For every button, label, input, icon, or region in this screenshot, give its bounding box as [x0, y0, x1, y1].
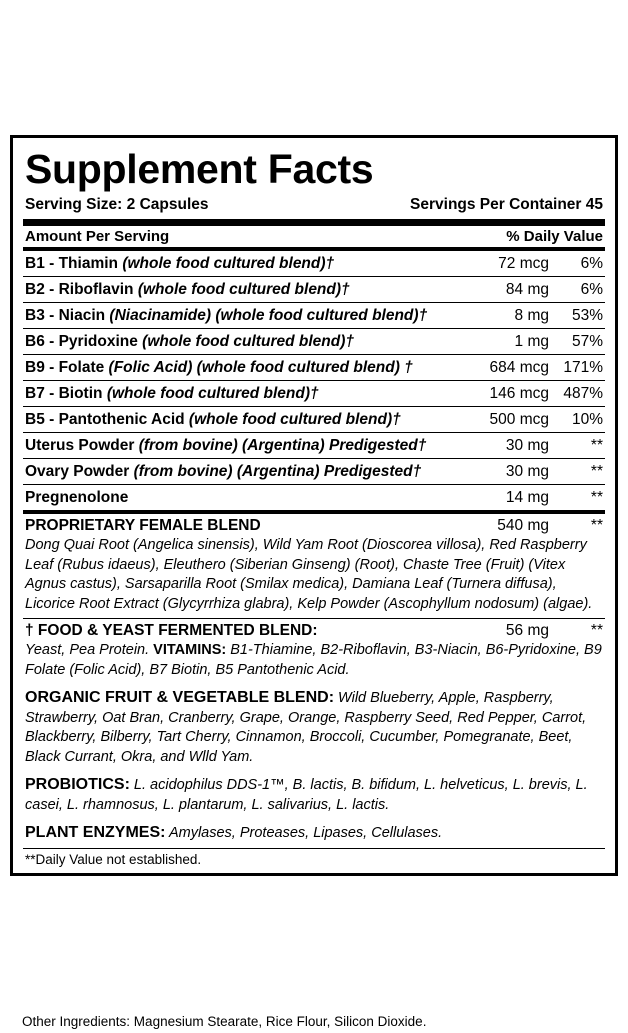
nutrient-name: Uterus Powder (from bovine) (Argentina) Predigested† — [25, 437, 427, 454]
fermented-blend-body: Yeast, Pea Protein. VITAMINS: B1-Thiamine, B2-Riboflavin, B3-Niacin, B6-Pyridoxine, B9 Folate (Folic Acid), B7 Biotin, B5 Pantothenic Acid. — [25, 642, 602, 678]
nutrient-name: B3 - Niacin (Niacinamide) (whole food cultured blend)† — [25, 307, 428, 324]
table-row — [23, 433, 605, 458]
nutrient-amount: 1 mg — [514, 333, 549, 350]
nutrient-amount: 146 mcg — [489, 385, 549, 402]
nutrient-dv: 57% — [571, 333, 603, 350]
fermented-blend-title: † FOOD & YEAST FERMENTED BLEND: — [25, 622, 318, 639]
nutrient-name: B1 - Thiamin (whole food cultured blend)† — [25, 255, 335, 272]
vitamins-label: VITAMINS: — [153, 642, 227, 658]
table-row — [23, 355, 605, 380]
nutrient-name: B7 - Biotin (whole food cultured blend)† — [25, 385, 319, 402]
nutrient-amount: 84 mg — [505, 281, 549, 298]
nutrient-dv: 10% — [571, 411, 603, 428]
nutrient-amount: 8 mg — [514, 307, 549, 324]
nutrient-amount: 30 mg — [505, 463, 549, 480]
nutrient-amount: 30 mg — [505, 437, 549, 454]
section-label: PROBIOTICS: — [25, 776, 130, 793]
nutrient-dv: 6% — [580, 281, 603, 298]
plant-enzymes-section — [23, 819, 605, 848]
proprietary-blend-body: Dong Quai Root (Angelica sinensis), Wild Yam Root (Dioscorea villosa), Red Raspberry Leaf (Rubus idaeus), Eleuthero (Siberian Ginseng) (Root), Chaste Tree (Fruit) (Vitex Agnus castus), Sarsaparilla Root (Smilax medica), Damiana Leaf (Turnera diffusa), Licorice Root Extract (Glycyrrhiza glabra), Kelp Powder (Ascophyllum nodosum) (algae). — [25, 537, 593, 612]
nutrient-dv: ** — [590, 489, 603, 506]
amount-per-serving-label: Amount Per Serving — [25, 228, 170, 245]
other-ingredients: Other Ingredients: Magnesium Stearate, Rice Flour, Silicon Dioxide. — [22, 1014, 427, 1029]
fermented-blend-dv: ** — [590, 622, 603, 639]
column-headers — [23, 226, 605, 247]
nutrient-name: Ovary Powder (from bovine) (Argentina) Predigested† — [25, 463, 422, 480]
section-text: Amylases, Proteases, Lipases, Cellulases. — [165, 825, 443, 841]
organic-fruit-vegetable-blend — [23, 684, 605, 771]
nutrient-dv: 53% — [571, 307, 603, 324]
proprietary-blend-dv: ** — [590, 517, 603, 534]
nutrient-name: B5 - Pantothenic Acid (whole food cultured blend)† — [25, 411, 401, 428]
fermented-blend-header — [23, 619, 605, 641]
nutrient-dv: ** — [590, 463, 603, 480]
section-text: L. acidophilus DDS-1™, B. lactis, B. bifidum, L. helveticus, L. brevis, L. casei, L. rhamnosus, L. plantarum, L. salivarius, L. lactis. — [25, 777, 588, 813]
daily-value-label: % Daily Value — [506, 228, 603, 245]
table-row — [23, 303, 605, 328]
table-row — [23, 329, 605, 354]
nutrient-name: B6 - Pyridoxine (whole food cultured blend)† — [25, 333, 354, 350]
proprietary-blend-title: PROPRIETARY FEMALE BLEND — [25, 517, 261, 534]
nutrient-amount: 72 mcg — [498, 255, 549, 272]
section-text: Wild Blueberry, Apple, Raspberry, Strawberry, Oat Bran, Cranberry, Grape, Orange, Raspberry Seed, Red Pepper, Carrot, Blackberry, Bilberry, Tart Cherry, Cinnamon, Broccoli, Cucumber, Pomegranate, Beet, Black Currant, Okra, and Wlld Yam. — [25, 690, 587, 765]
section-label: PLANT ENZYMES: — [25, 824, 166, 841]
section-label: ORGANIC FRUIT & VEGETABLE BLEND: — [25, 689, 335, 706]
nutrient-name: Pregnenolone — [25, 489, 129, 506]
probiotics-section — [23, 771, 605, 819]
nutrient-amount: 500 mcg — [489, 411, 549, 428]
page-title: Supplement Facts — [25, 146, 374, 192]
serving-size: Serving Size: 2 Capsules — [25, 196, 209, 213]
table-row — [23, 485, 605, 510]
nutrient-dv: ** — [590, 437, 603, 454]
nutrient-dv: 6% — [580, 255, 603, 272]
daily-value-note: **Daily Value not established. — [25, 851, 202, 867]
servings-per-container: Servings Per Container 45 — [410, 196, 603, 213]
proprietary-blend-header — [23, 514, 605, 536]
nutrient-dv: 487% — [563, 385, 603, 402]
nutrient-name: B2 - Riboflavin (whole food cultured blend)† — [25, 281, 350, 298]
table-row — [23, 407, 605, 432]
serving-info-row — [25, 196, 603, 214]
nutrient-amount: 14 mg — [505, 489, 549, 506]
table-row — [23, 381, 605, 406]
divider-thick-top — [23, 219, 605, 226]
fermented-blend-amount: 56 mg — [505, 622, 549, 639]
nutrient-amount: 684 mcg — [489, 359, 549, 376]
supplement-facts-panel — [10, 135, 618, 876]
proprietary-blend-amount: 540 mg — [497, 517, 549, 534]
table-row — [23, 277, 605, 302]
nutrient-dv: 171% — [563, 359, 603, 376]
table-row — [23, 251, 605, 276]
nutrient-name: B9 - Folate (Folic Acid) (whole food cultured blend) † — [25, 359, 413, 376]
table-row — [23, 459, 605, 484]
